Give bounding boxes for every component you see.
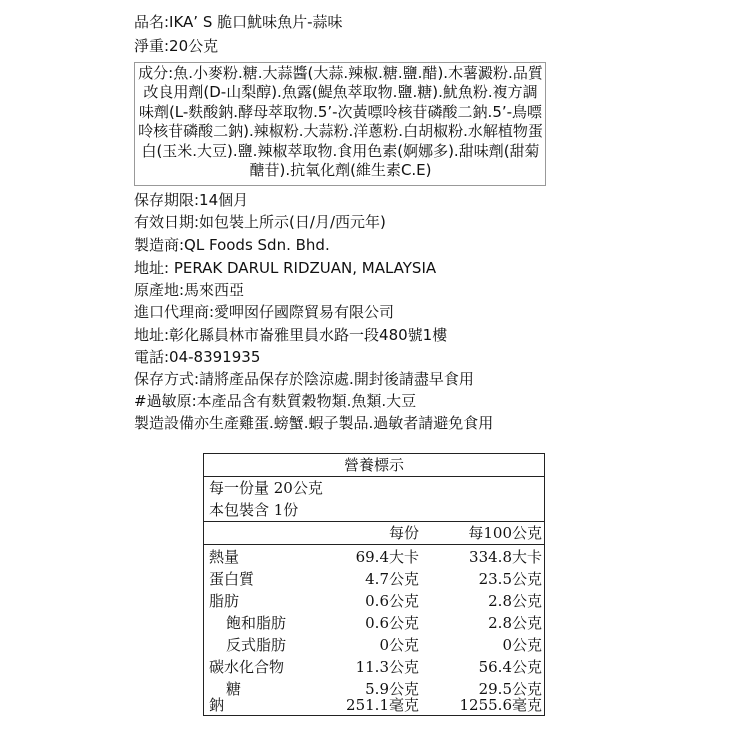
nutrient-per-serving: 0.6公克: [365, 592, 419, 610]
storage: 保存方式:請將產品保存於陰涼處.開封後請盡早食用: [134, 370, 474, 388]
nutrient-per-100g: 56.4公克: [478, 658, 542, 676]
nutrient-row-sodium: [204, 694, 544, 716]
ingredients-text: 成分:魚.小麥粉.糖.大蒜醬(大蒜.辣椒.糖.鹽.醋).木薯澱粉.品質改良用劑(D-山梨醇).魚露(鯷魚萃取物.鹽.糖).魷魚粉.複方調味劑(L-麩酸鈉.酵母萃取物.5’-次黃嘌呤核苷磷酸二鈉.5’-鳥嘌呤核苷磷酸二鈉).辣椒粉.大蒜粉.洋蔥粉.白胡椒粉.水解植物蛋白(玉米.大豆).鹽.辣椒萃取物.食用色素(婀娜多).甜味劑(甜菊醣苷).抗氧化劑(維生素C.E): [138, 64, 543, 180]
nutrition-title: 營養標示: [204, 454, 544, 477]
nutrient-per-serving: 4.7公克: [365, 570, 419, 588]
manufacturer-address: 地址: PERAK DARUL RIDZUAN, MALAYSIA: [134, 259, 437, 277]
shelf-life: 保存期限:14個月: [134, 191, 249, 209]
nutrient-per-100g: 23.5公克: [478, 570, 542, 588]
phone: 電話:04-8391935: [134, 348, 261, 366]
serving-size-row: [204, 477, 544, 499]
facility-note: 製造設備亦生產雞蛋.螃蟹.蝦子製品.過敏者請避免食用: [134, 414, 494, 432]
manufacturer: 製造商:QL Foods Sdn. Bhd.: [134, 236, 330, 254]
nutrient-per-serving: 0.6公克: [365, 614, 419, 632]
nutrient-name: 糖: [226, 680, 242, 698]
col-per-serving: 每份: [388, 524, 419, 542]
allergen: #過敏原:本產品含有麩質穀物類.魚類.大豆: [134, 392, 417, 410]
nutrient-name: 熱量: [209, 548, 240, 566]
nutrient-per-100g: 2.8公克: [488, 592, 542, 610]
nutrient-name: 反式脂肪: [226, 636, 287, 654]
nutrient-row-carbohydrate: [204, 656, 544, 678]
col-per-100g: 每100公克: [468, 524, 542, 542]
nutrient-row-fat: [204, 590, 544, 612]
nutrient-name: 鈉: [209, 696, 225, 714]
nutrient-row-energy: [204, 546, 544, 568]
nutrient-name: 飽和脂肪: [226, 614, 287, 632]
nutrient-row-protein: [204, 568, 544, 590]
nutrient-row-saturated-fat: [204, 612, 544, 634]
importer-address: 地址:彰化縣員林市崙雅里員水路一段480號1樓: [134, 326, 448, 344]
nutrition-table: [203, 453, 545, 716]
expiry-date: 有效日期:如包裝上所示(日/月/西元年): [134, 213, 386, 231]
column-header-row: [204, 522, 544, 545]
nutrient-name: 蛋白質: [209, 570, 255, 588]
nutrient-name: 碳水化合物: [209, 658, 285, 676]
serving-size: 每一份量 20公克: [209, 479, 323, 497]
servings-row: [204, 499, 544, 522]
nutrient-per-100g: 1255.6毫克: [459, 696, 542, 714]
nutrient-row-trans-fat: [204, 634, 544, 656]
origin: 原產地:馬來西亞: [134, 281, 245, 299]
importer: 進口代理商:愛呷囡仔國際貿易有限公司: [134, 303, 395, 321]
nutrient-per-100g: 334.8大卡: [469, 548, 542, 566]
nutrient-per-100g: 2.8公克: [488, 614, 542, 632]
servings: 本包裝含 1份: [209, 501, 299, 519]
nutrient-per-100g: 29.5公克: [478, 680, 542, 698]
nutrient-name: 脂肪: [209, 592, 240, 610]
net-weight: 淨重:20公克: [134, 37, 219, 55]
nutrient-per-serving: 11.3公克: [355, 658, 419, 676]
product-name: 品名:IKA’ S 脆口魷味魚片-蒜味: [134, 13, 343, 31]
nutrient-per-serving: 251.1毫克: [346, 696, 419, 714]
nutrient-per-serving: 0公克: [379, 636, 419, 654]
nutrient-per-serving: 5.9公克: [365, 680, 419, 698]
nutrient-per-100g: 0公克: [502, 636, 542, 654]
nutrient-per-serving: 69.4大卡: [355, 548, 419, 566]
